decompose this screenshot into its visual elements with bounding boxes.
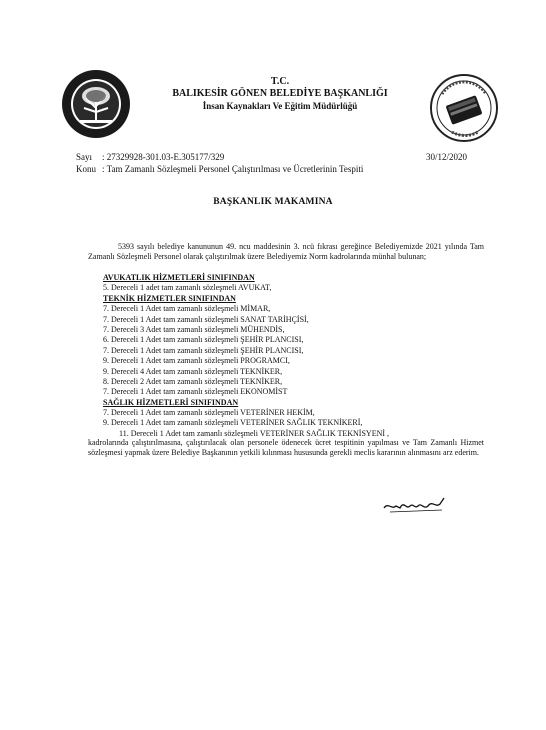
- list-item: 11. Dereceli 1 Adet tam zamanlı sözleşmeli VETERİNER SAĞLIK TEKNİSYENİ ,: [119, 428, 390, 438]
- e-signature: [382, 494, 448, 514]
- municipality-logo: [60, 68, 132, 140]
- section-heading-legal: AVUKATLIK HİZMETLERİ SINIFINDAN: [103, 273, 255, 282]
- konu-label: Konu: [76, 164, 96, 174]
- letterhead-organization: BALIKESİR GÖNEN BELEDİYE BAŞKANLIĞI: [172, 88, 388, 99]
- list-item: 5. Dereceli 1 adet tam zamanlı sözleşmeli AVUKAT,: [103, 283, 272, 293]
- list-item: 7. Dereceli 1 Adet tam zamanlı sözleşmeli EKONOMİST: [103, 387, 288, 397]
- section-heading-technical: TEKNİK HİZMETLER SINIFINDAN: [103, 293, 236, 303]
- list-item: 7. Dereceli 1 Adet tam zamanlı sözleşmeli SANAT TARİHÇİSİ,: [103, 314, 309, 324]
- section-heading-health: SAĞLIK HİZMETLERİ SINIFINDAN: [103, 397, 239, 407]
- reference-number-line: [76, 152, 224, 162]
- list-item: 9. Dereceli 1 Adet tam zamanlı sözleşmeli VETERİNER SAĞLIK TEKNİKERİ,: [103, 418, 363, 428]
- list-item: 8. Dereceli 2 Adet tam zamanlı sözleşmeli TEKNİKER,: [103, 376, 283, 386]
- position-list: [103, 273, 483, 439]
- document-date: 30/12/2020: [426, 152, 468, 162]
- list-item: 9. Dereceli 4 Adet tam zamanlı sözleşmeli TEKNİKER,: [103, 366, 283, 376]
- intro-paragraph: 5393 sayılı belediye kanununun 49. ncu maddesinin 3. ncü fıkrası gereğince Belediyemizde 2021 yılında Tam Zamanlı Sözleşmeli Personel olarak çalıştırılmak üzere Belediyemiz Norm kadrolarında münhal bulunan;: [88, 242, 484, 261]
- sayi-value: : 27329928-301.03-E.305177/329: [102, 152, 225, 162]
- letterhead-tc: T.C.: [270, 76, 290, 87]
- list-item: 9. Dereceli 1 Adet tam zamanlı sözleşmeli PROGRAMCI,: [103, 356, 290, 366]
- sayi-label: Sayı: [76, 152, 93, 162]
- list-item: 7. Dereceli 3 Adet tam zamanlı sözleşmeli MÜHENDİS,: [103, 324, 285, 334]
- letterhead-department: İnsan Kaynakları Ve Eğitim Müdürlüğü: [202, 101, 358, 111]
- list-item: 7. Dereceli 1 Adet tam zamanlı sözleşmeli MİMAR,: [103, 304, 271, 314]
- letterhead: [150, 76, 410, 112]
- salutation: BAŞKANLIK MAKAMINA: [213, 197, 333, 207]
- list-item: 7. Dereceli 1 Adet tam zamanlı sözleşmeli VETERİNER HEKİM,: [103, 408, 315, 418]
- subject-line: [76, 164, 363, 174]
- list-item: 6. Dereceli 1 Adet tam zamanlı sözleşmeli ŞEHİR PLANCISI,: [103, 335, 304, 345]
- konu-value: : Tam Zamanlı Sözleşmeli Personel Çalıştırılması ve Ücretlerinin Tespiti: [102, 164, 364, 174]
- commemorative-seal: [428, 72, 500, 144]
- closing-paragraph: kadrolarında çalıştırılmasına, çalıştırılacak olan personele ödenecek ücret tespitinin yapılması ve Tam Zamanlı Hizmet sözleşmesi yapmak üzere Belediye Başkanının yetkili kılınması hususunda gerekli meclis kararının alınmasını arz ederim.: [88, 438, 484, 457]
- list-item: 7. Dereceli 1 Adet tam zamanlı sözleşmeli ŞEHİR PLANCISI,: [103, 345, 304, 355]
